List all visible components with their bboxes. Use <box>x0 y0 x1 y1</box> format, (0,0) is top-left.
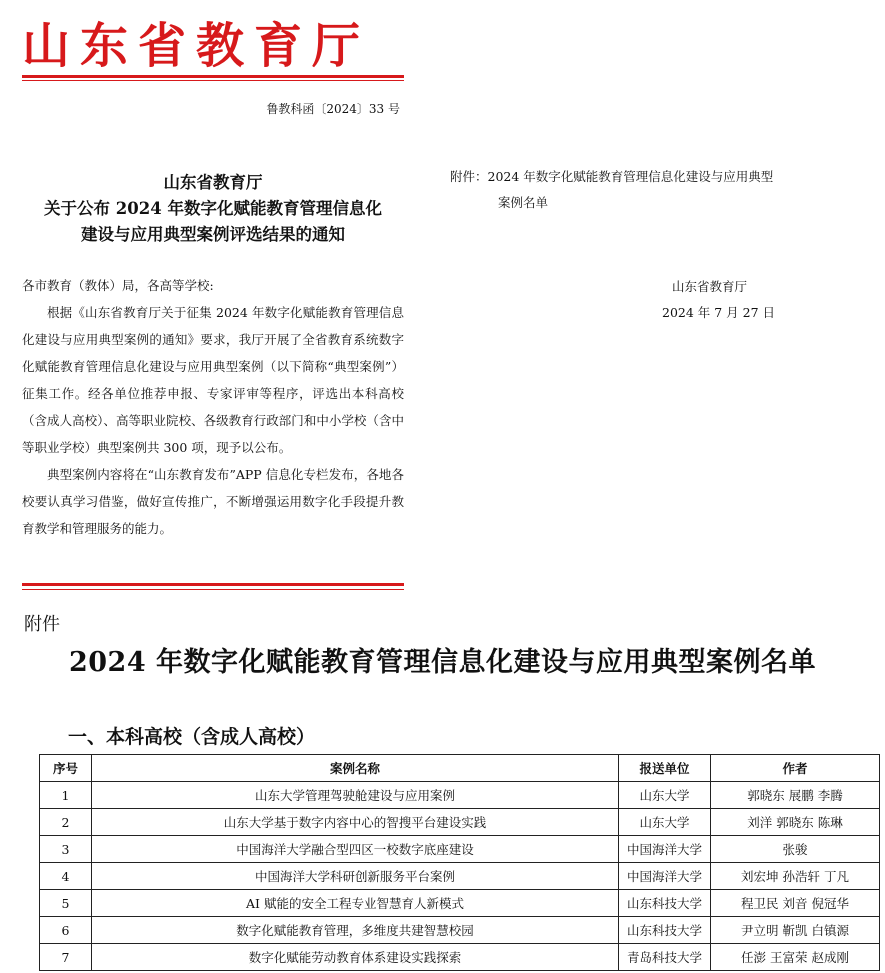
row-unit: 山东科技大学 <box>619 890 711 917</box>
row-index: 7 <box>40 944 92 971</box>
row-authors: 刘洋 郭晓东 陈琳 <box>711 809 880 836</box>
attachment-title: 2024 年数字化赋能教育管理信息化建设与应用典型案例名单 <box>68 647 817 678</box>
row-unit: 山东大学 <box>619 782 711 809</box>
row-unit: 中国海洋大学 <box>619 863 711 890</box>
row-index: 4 <box>40 863 92 890</box>
letterhead-rule-thick <box>22 75 404 78</box>
table-row <box>40 917 880 944</box>
attachment-note-line-2: 案例名单 <box>498 195 549 210</box>
row-index: 5 <box>40 890 92 917</box>
row-unit: 山东科技大学 <box>619 917 711 944</box>
attachment-label: 附件 <box>24 614 60 635</box>
table-row <box>40 944 880 971</box>
table-row <box>40 782 880 809</box>
header-authors: 作者 <box>711 755 880 782</box>
row-case-name: 山东大学基于数字内容中心的智搜平台建设实践 <box>92 809 619 836</box>
signature-date: 2024 年 7 月 27 日 <box>662 305 776 320</box>
row-authors: 程卫民 刘音 倪冠华 <box>711 890 880 917</box>
row-unit: 中国海洋大学 <box>619 836 711 863</box>
row-index: 2 <box>40 809 92 836</box>
table-header-row <box>40 755 880 782</box>
signature-org: 山东省教育厅 <box>672 279 748 294</box>
row-unit: 山东大学 <box>619 809 711 836</box>
row-case-name: 数字化赋能劳动教育体系建设实践探索 <box>92 944 619 971</box>
letterhead-rule-thin <box>22 80 404 81</box>
row-authors: 张骏 <box>711 836 880 863</box>
row-case-name: 数字化赋能教育管理，多维度共建智慧校园 <box>92 917 619 944</box>
body-paragraph-2: 典型案例内容将在“山东教育发布”APP 信息化专栏发布，各地各校要认真学习借鉴，做好宣传推广，不断增强运用数字化手段提升教育教学和管理服务的能力。 <box>22 467 404 536</box>
section-title: 一、本科高校（含成人高校） <box>68 726 316 748</box>
header-unit: 报送单位 <box>619 755 711 782</box>
row-case-name: AI 赋能的安全工程专业智慧育人新模式 <box>92 890 619 917</box>
header-case-name: 案例名称 <box>92 755 619 782</box>
row-authors: 郭晓东 展鹏 李腾 <box>711 782 880 809</box>
notice-title-line-1: 山东省教育厅 <box>163 173 263 192</box>
body-paragraph-1: 根据《山东省教育厅关于征集 2024 年数字化赋能教育管理信息化建设与应用典型案例的通知》要求，我厅开展了全省教育系统数字化赋能教育管理信息化建设与应用典型案例（以下简称“典型案例”）征集工作。经各单位推荐申报、专家评审等程序，评选出本科高校（含成人高校）、高等职业院校、各级教育行政部门和中小学校（含中等职业学校）典型案例共 300 项，现予以公布。 <box>22 305 404 455</box>
cases-table <box>39 754 880 971</box>
row-case-name: 山东大学管理驾驶舱建设与应用案例 <box>92 782 619 809</box>
footer-rule-thick <box>22 583 404 586</box>
notice-title-line-3: 建设与应用典型案例评选结果的通知 <box>81 225 345 244</box>
footer-rule-thin <box>22 589 404 590</box>
row-index: 1 <box>40 782 92 809</box>
table-row <box>40 890 880 917</box>
row-authors: 刘宏坤 孙浩轩 丁凡 <box>711 863 880 890</box>
row-index: 3 <box>40 836 92 863</box>
row-case-name: 中国海洋大学科研创新服务平台案例 <box>92 863 619 890</box>
notice-title-line-2: 关于公布 2024 年数字化赋能教育管理信息化 <box>44 199 382 218</box>
row-authors: 任澎 王富荣 赵成刚 <box>711 944 880 971</box>
letterhead-title: 山东省教育厅 <box>22 18 371 74</box>
salutation: 各市教育（教体）局，各高等学校: <box>22 278 214 293</box>
table-row <box>40 836 880 863</box>
row-unit: 青岛科技大学 <box>619 944 711 971</box>
row-index: 6 <box>40 917 92 944</box>
row-case-name: 中国海洋大学融合型四区一校数字底座建设 <box>92 836 619 863</box>
attachment-note-line-1: 附件：2024 年数字化赋能教育管理信息化建设与应用典型 <box>450 169 774 184</box>
header-index: 序号 <box>40 755 92 782</box>
document-number: 鲁教科函〔2024〕33 号 <box>266 102 400 116</box>
table-row <box>40 863 880 890</box>
table-row <box>40 809 880 836</box>
row-authors: 尹立明 靳凯 白镇源 <box>711 917 880 944</box>
notice-body <box>22 272 404 542</box>
